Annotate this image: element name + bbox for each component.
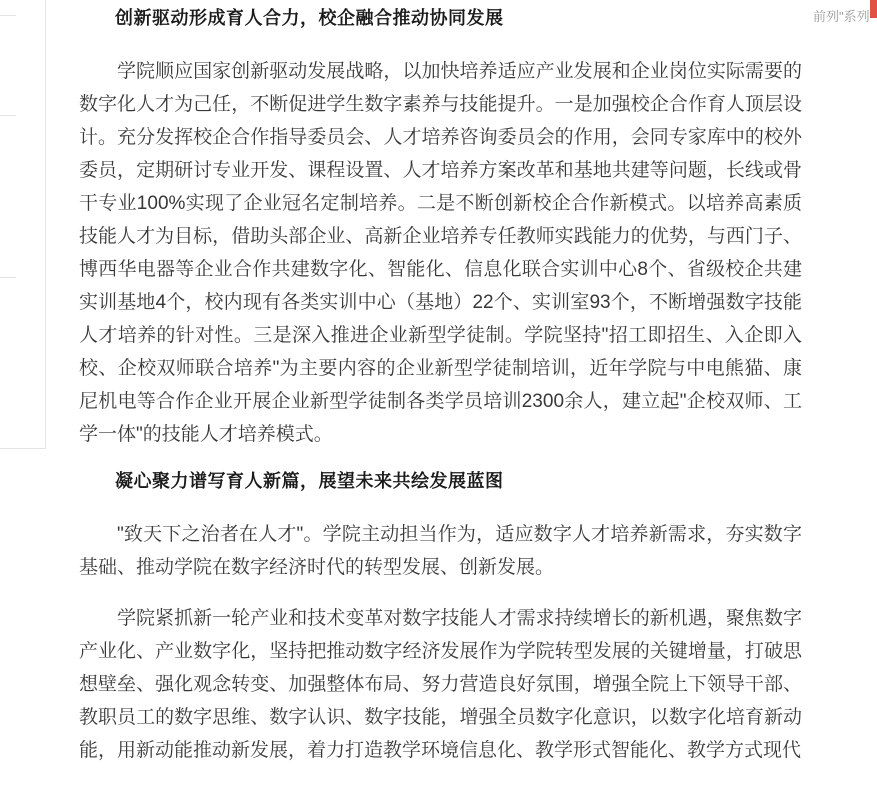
sidebar-item-divider [0, 115, 16, 116]
article-paragraph: 学院顺应国家创新驱动发展战略，以加快培养适应产业发展和企业岗位实际需要的数字化人才为己任，不断促进学生数字素养与技能提升。一是加强校企合作育人顶层设计。充分发挥校企合作指导委员会、人才培养咨询委员会的作用，会同专家库中的校外委员，定期研讨专业开发、课程设置、人才培养方案改革和基地共建等问题，长线或骨干专业100%实现了企业冠名定制培养。二是不断创新校企合作新模式。以培养高素质技能人才为目标，借助头部企业、高新企业培养专任教师实践能力的优势，与西门子、博西华电器等企业合作共建数字化、智能化、信息化联合实训中心8个、省级校企共建实训基地4个，校内现有各类实训中心（基地）22个、实训室93个，不断增强数字技能人才培养的针对性。三是深入推进企业新型学徒制。学院坚持"招工即招生、入企即入校、企校双师联合培养"为主要内容的企业新型学徒制培训，近年学院与中电熊猫、康尼机电等合作企业开展企业新型学徒制各类学员培训2300余人，建立起"企校双师、工学一体"的技能人才培养模式。 [79, 61, 802, 445]
article-paragraph: 学院紧抓新一轮产业和技术变革对数字技能人才需求持续增长的新机遇，聚焦数字产业化、产业数字化，坚持把推动数字经济发展作为学院转型发展的关键增量，打破思想壁垒、强化观念转变、加强整体布局、努力营造良好氛围，增强全院上下领导干部、教职员工的数字思维、数字认识、数字技能，增强全员数字化意识，以数字化培育新动能，用新动能推动新发展，着力打造教学环境信息化、教学形式智能化、教学方式现代 [79, 608, 802, 761]
sidebar-item-divider [0, 277, 16, 278]
article-body [79, 6, 802, 785]
left-sidebar-remnant [0, 0, 46, 449]
red-ribbon-fragment[interactable] [870, 0, 877, 18]
article-section [79, 469, 802, 767]
article-paragraph: "致天下之治者在人才"。学院主动担当作为，适应数字人才培养新需求，夯实数字基础、推动学院在数字经济时代的转型发展、创新发展。 [79, 524, 802, 578]
sidebar-item-divider [0, 15, 16, 16]
section-heading: 创新驱动形成育人合力，校企融合推动协同发展 [115, 8, 504, 28]
section-heading: 凝心聚力谱写育人新篇，展望未来共绘发展蓝图 [115, 471, 504, 491]
top-right-note: 前列"系列 [813, 9, 870, 24]
article-section [79, 6, 802, 451]
